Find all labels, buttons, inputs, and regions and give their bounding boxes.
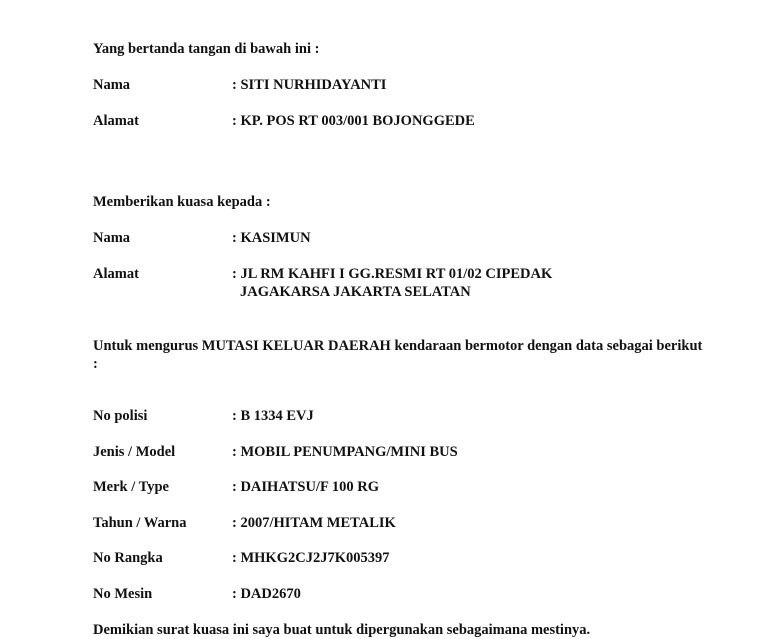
grant-heading: Memberikan kuasa kepada : — [93, 194, 271, 210]
grantor-address-value: : KP. POS RT 003/001 BOJONGGEDE — [232, 113, 475, 129]
grantee-name-value: : KASIMUN — [232, 230, 311, 246]
grantee-address-value-line2: JAGAKARSA JAKARTA SELATAN — [240, 284, 471, 300]
vehicle-label: Tahun / Warna — [93, 515, 187, 531]
vehicle-value: : DAD2670 — [232, 586, 301, 602]
grantor-address-label: Alamat — [93, 113, 139, 129]
vehicle-value: : MHKG2CJ2J7K005397 — [232, 550, 390, 566]
vehicle-label: Jenis / Model — [93, 444, 176, 460]
purpose-paragraph: Untuk mengurus MUTASI KELUAR DAERAH kendaraan bermotor dengan data sebagai berikut : — [93, 338, 703, 372]
closing-text: Demikian surat kuasa ini saya buat untuk dipergunakan sebagaimana mestinya. — [93, 622, 591, 638]
grantee-address-label: Alamat — [93, 266, 139, 282]
vehicle-value: : B 1334 EVJ — [232, 408, 314, 424]
grantee-address-value-line1: : JL RM KAHFI I GG.RESMI RT 01/02 CIPEDAK — [232, 266, 553, 282]
vehicle-value: : DAIHATSU/F 100 RG — [232, 479, 380, 495]
grantor-name-label: Nama — [93, 77, 131, 93]
vehicle-label: No Rangka — [93, 550, 163, 566]
vehicle-label: Merk / Type — [93, 479, 169, 495]
grantee-name-label: Nama — [93, 230, 131, 246]
vehicle-label: No Mesin — [93, 586, 153, 602]
intro-text: Yang bertanda tangan di bawah ini : — [93, 41, 320, 57]
grantor-name-value: : SITI NURHIDAYANTI — [232, 77, 387, 93]
vehicle-label: No polisi — [93, 408, 148, 424]
vehicle-value: : MOBIL PENUMPANG/MINI BUS — [232, 444, 458, 460]
vehicle-value: : 2007/HITAM METALIK — [232, 515, 396, 531]
